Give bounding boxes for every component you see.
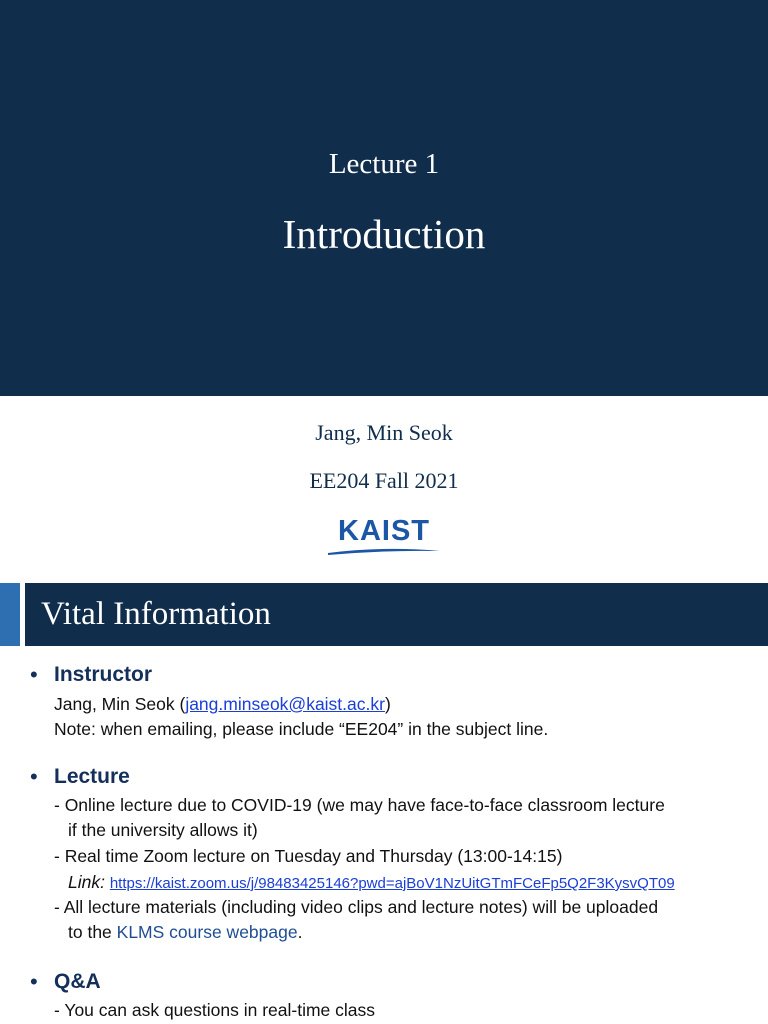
link-label: Link: xyxy=(68,872,105,892)
title-banner xyxy=(0,0,768,396)
materials-prefix: to the xyxy=(68,922,117,942)
lecture-heading: Lecture xyxy=(54,765,130,788)
qa-heading: Q&A xyxy=(54,970,101,993)
instructor-heading: Instructor xyxy=(54,663,153,686)
lecture-line-materials-cont xyxy=(68,921,302,943)
instructor-note: Note: when emailing, please include “EE204” in the subject line. xyxy=(54,719,549,739)
header-bar xyxy=(25,583,768,646)
lecture-zoom-link-line xyxy=(68,871,675,895)
materials-suffix: . xyxy=(297,922,303,942)
bullet-instructor: • xyxy=(30,662,38,687)
course-name: EE204 Fall 2021 xyxy=(309,468,459,493)
slide-title: Vital Information xyxy=(41,596,271,632)
instructor-name-close: ) xyxy=(384,694,391,714)
instructor-email-link[interactable]: jang.minseok@kaist.ac.kr xyxy=(185,694,385,714)
kaist-logo xyxy=(326,514,442,558)
lecture-title: Introduction xyxy=(282,211,486,257)
lecture-line-online: - Online lecture due to COVID-19 (we may have face-to-face classroom lecture xyxy=(54,795,665,815)
header-accent xyxy=(0,583,20,646)
bullet-lecture: • xyxy=(30,764,38,789)
kaist-logo-text: KAIST xyxy=(338,515,430,547)
klms-link[interactable]: KLMS course webpage xyxy=(116,922,298,942)
instructor-name: Jang, Min Seok ( xyxy=(54,694,186,714)
bullet-qa: • xyxy=(30,969,38,994)
qa-line: - You can ask questions in real-time class xyxy=(54,1000,375,1020)
lecture-line-materials: - All lecture materials (including video clips and lecture notes) will be uploaded xyxy=(54,897,659,917)
kaist-logo-swoosh xyxy=(326,545,442,557)
lecture-line-zoom: - Real time Zoom lecture on Tuesday and Thursday (13:00-14:15) xyxy=(54,846,563,866)
lecture-line-online-cont: if the university allows it) xyxy=(68,820,258,840)
zoom-link[interactable]: https://kaist.zoom.us/j/98483425146?pwd=ajBoV1NzUitGTmFCeFp5Q2F3KysvQT09 xyxy=(109,875,675,892)
lecture-number: Lecture 1 xyxy=(328,148,440,180)
slide-divider xyxy=(0,571,768,583)
instructor-name-line xyxy=(54,693,391,715)
author-name: Jang, Min Seok xyxy=(315,420,453,445)
